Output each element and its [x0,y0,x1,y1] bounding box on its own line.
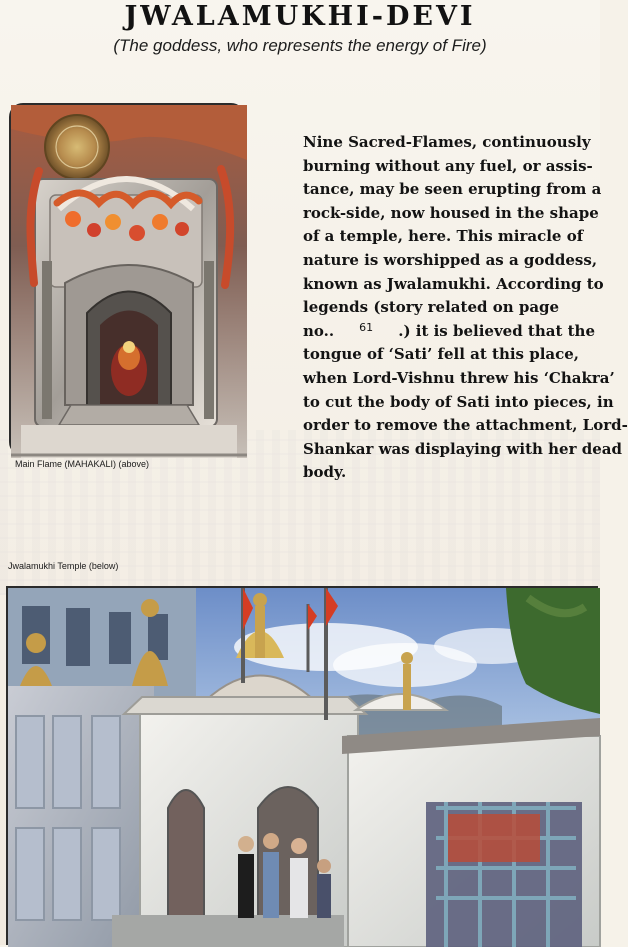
page-subtitle: (The goddess, who represents the energy of Fire) [113,36,487,55]
shrine-altar-image [11,105,247,458]
body-line-14: Shankar was displaying with her dead [303,439,622,458]
temple-image [8,588,600,947]
main-flame-photo [9,103,245,456]
body-line-12: to cut the body of Sati into pieces, in [303,392,614,411]
body-line-11: when Lord-Vishnu threw his ‘Chakra’ [303,368,615,387]
article-body [303,131,628,485]
body-line-3: tance, may be seen erupting from a [303,180,602,199]
body-line-8: legends (story related on page [303,298,560,317]
temple-caption: Jwalamukhi Temple (below) [8,561,119,571]
body-line-13: order to remove the attachment, Lord- [303,416,628,435]
body-line-4: rock-side, now housed in the shape [303,203,599,222]
main-flame-caption: Main Flame (MAHAKALI) (above) [15,459,150,469]
body-line-7: known as Jwalamukhi. According to [303,274,604,293]
body-line-1: Nine Sacred-Flames, continuously [303,133,591,151]
body-line-9: no.. 61 .) it is believed that the [303,320,595,344]
body-line-6: nature is worshipped as a goddess, [303,250,598,269]
body-line-10: tongue of ‘Sati’ fell at this place, [303,345,580,364]
body-line-2: burning without any fuel, or assis- [303,156,593,175]
page-title: JWALAMUKHI-DEVI [124,1,476,32]
page-reference: 61 [359,320,374,334]
body-line-15: body. [303,463,347,482]
body-line-5: of a temple, here. This miracle of [303,227,584,246]
temple-photo [6,586,598,945]
